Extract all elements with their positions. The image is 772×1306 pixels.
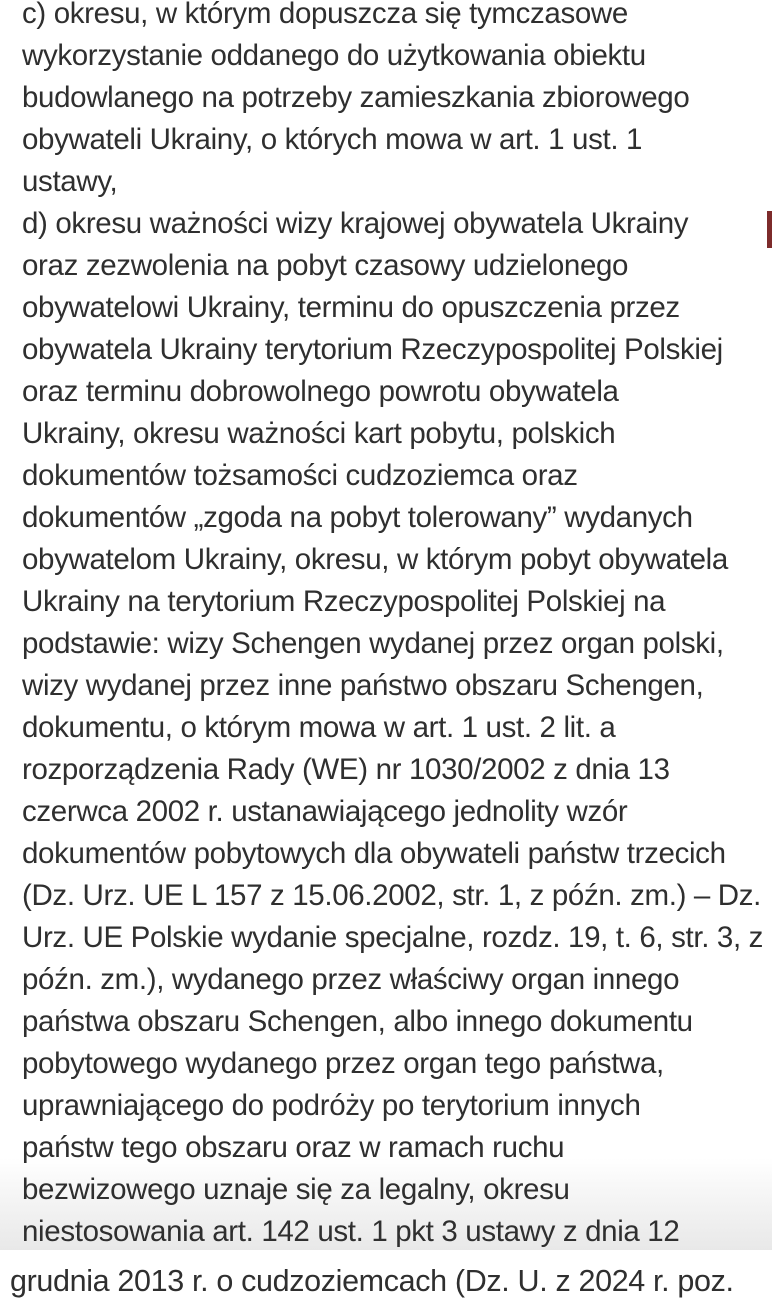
text-line: uprawniającego do podróży po terytorium innych: [22, 1089, 641, 1122]
text-line: państwa obszaru Schengen, albo innego dokumentu: [22, 1005, 693, 1038]
text-line: d) okresu ważności wizy krajowej obywatela Ukrainy: [22, 207, 689, 240]
text-line: państw tego obszaru oraz w ramach ruchu: [22, 1131, 565, 1164]
bottom-overlay-strip: [0, 1254, 772, 1306]
text-line: czerwca 2002 r. ustanawiającego jednolity wzór: [22, 795, 628, 828]
text-line: niestosowania art. 142 ust. 1 pkt 3 ustawy z dnia 12: [22, 1215, 680, 1248]
text-line: dokumentów pobytowych dla obywateli państw trzecich: [22, 837, 726, 870]
continuation-text-line: grudnia 2013 r. o cudzoziemcach (Dz. U. z 2024 r. poz.: [10, 1264, 734, 1298]
text-line: pobytowego wydanego przez organ tego państwa,: [22, 1047, 664, 1080]
text-line: Ukrainy, okresu ważności kart pobytu, polskich: [22, 417, 616, 450]
text-line: Urz. UE Polskie wydanie specjalne, rozdz. 19, t. 6, str. 3, z: [22, 921, 764, 954]
text-line: (Dz. Urz. UE L 157 z 15.06.2002, str. 1, z późn. zm.) – Dz.: [22, 879, 762, 912]
text-line: obywateli Ukrainy, o których mowa w art. 1 ust. 1: [22, 123, 643, 156]
text-line: dokumentów „zgoda na pobyt tolerowany” wydanych: [22, 501, 693, 534]
text-line: obywatelowi Ukrainy, terminu do opuszczenia przez: [22, 291, 680, 324]
text-line: obywatela Ukrainy terytorium Rzeczypospolitej Polskiej: [22, 333, 723, 366]
text-line: obywatelom Ukrainy, okresu, w którym pobyt obywatela: [22, 543, 728, 576]
text-line: podstawie: wizy Schengen wydanej przez organ polski,: [22, 627, 724, 660]
text-line: bezwizowego uznaje się za legalny, okresu: [22, 1173, 570, 1206]
text-line: oraz terminu dobrowolnego powrotu obywatela: [22, 375, 619, 408]
text-line: wizy wydanej przez inne państwo obszaru Schengen,: [22, 669, 704, 702]
text-line: rozporządzenia Rady (WE) nr 1030/2002 z dnia 13: [22, 753, 670, 786]
text-line: budowlanego na potrzeby zamieszkania zbiorowego: [22, 81, 690, 114]
text-line: c) okresu, w którym dopuszcza się tymczasowe: [22, 0, 628, 30]
text-line: wykorzystanie oddanego do użytkowania obiektu: [22, 39, 646, 72]
text-line: dokumentu, o którym mowa w art. 1 ust. 2 lit. a: [22, 711, 616, 744]
scrollbar-thumb[interactable]: [767, 211, 772, 248]
text-line: ustawy,: [22, 165, 118, 198]
text-line: późn. zm.), wydanego przez właściwy organ innego: [22, 963, 680, 996]
text-line: Ukrainy na terytorium Rzeczypospolitej Polskiej na: [22, 585, 666, 618]
text-line: oraz zezwolenia na pobyt czasowy udzielonego: [22, 249, 629, 282]
text-line: dokumentów tożsamości cudzoziemca oraz: [22, 459, 578, 492]
